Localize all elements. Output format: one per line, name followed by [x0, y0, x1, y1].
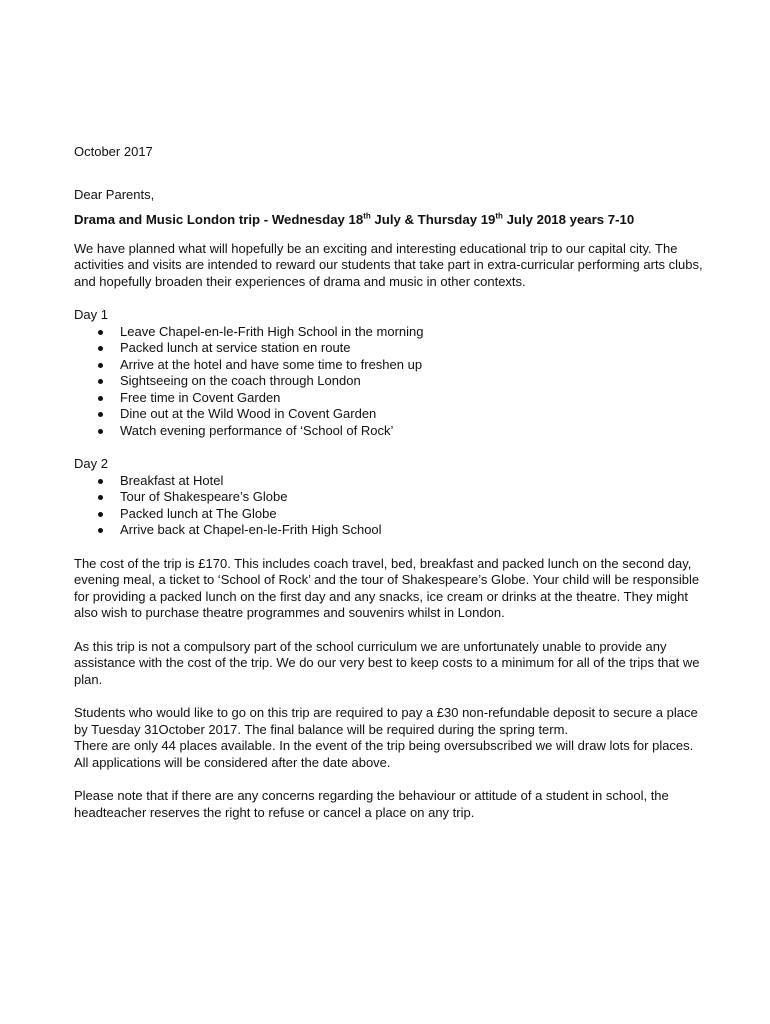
list-item-text: Arrive back at Chapel-en-le-Frith High School	[120, 522, 382, 537]
trip-heading	[74, 212, 704, 229]
bullet-icon	[98, 479, 103, 484]
letter-date: October 2017	[74, 144, 153, 159]
bullet-icon	[98, 363, 103, 368]
list-item	[74, 489, 704, 506]
list-item	[74, 506, 704, 523]
list-item	[74, 324, 704, 341]
day-2-list	[74, 473, 704, 539]
list-item	[74, 473, 704, 490]
intro-paragraph: We have planned what will hopefully be an exciting and interesting educational trip to our capital city. The activities and visits are intended to reward our students that take part in extra-curricular performing arts clubs, and hopefully broaden their experiences of drama and music in other contexts.	[74, 240, 703, 289]
bullet-icon	[98, 512, 103, 517]
letter-body	[74, 144, 704, 821]
bullet-icon	[98, 396, 103, 401]
day-1-title: Day 1	[74, 307, 108, 322]
list-item-text: Breakfast at Hotel	[120, 472, 224, 488]
bullet-icon	[98, 429, 103, 434]
bullet-icon	[98, 495, 103, 500]
heading-part-2: July & Thursday 19	[370, 212, 496, 227]
bullet-icon	[98, 346, 103, 351]
bullet-icon	[98, 330, 103, 335]
list-item-text: Sightseeing on the coach through London	[120, 373, 361, 388]
list-item-text: Watch evening performance of ‘School of Rock’	[120, 422, 394, 438]
bullet-icon	[98, 379, 103, 384]
heading-part-3: July 2018 years 7-10	[502, 212, 635, 227]
bullet-icon	[98, 528, 103, 533]
behaviour-paragraph: Please note that if there are any concerns regarding the behaviour or attitude of a student in school, the headteacher reserves the right to refuse or cancel a place on any trip.	[74, 788, 669, 820]
cost-paragraph: The cost of the trip is £170. This includes coach travel, bed, breakfast and packed lunch on the second day, evening meal, a ticket to ‘School of Rock’ and the tour of Shakespeare’s Globe. Your child will be responsible for providing a packed lunch on the first day and any snacks, ice cream or drinks at the theatre. They might also wish to purchase theatre programmes and souvenirs whilst in London.	[74, 555, 700, 620]
bullet-icon	[98, 412, 103, 417]
deposit-paragraph: Students who would like to go on this trip are required to pay a £30 non-refundable deposit to secure a place by Tuesday 31October 2017. The final balance will be required during the spring term.	[74, 705, 698, 737]
list-item-text: Packed lunch at The Globe	[120, 505, 277, 521]
assistance-paragraph: As this trip is not a compulsory part of the school curriculum we are unfortunately unable to provide any assistance with the cost of the trip. We do our very best to keep costs to a minimum for all of the trips that we plan.	[74, 638, 700, 687]
list-item	[74, 390, 704, 407]
list-item-text: Leave Chapel-en-le-Frith High School in the morning	[120, 323, 424, 339]
heading-part-1: Drama and Music London trip - Wednesday 18	[74, 212, 364, 227]
list-item-text: Arrive at the hotel and have some time to freshen up	[120, 356, 423, 372]
salutation: Dear Parents,	[74, 186, 155, 202]
list-item	[74, 522, 704, 539]
list-item-text: Dine out at the Wild Wood in Covent Garden	[120, 406, 377, 421]
list-item	[74, 406, 704, 423]
heading-sup-1: th	[363, 211, 371, 221]
list-item-text: Packed lunch at service station en route	[120, 340, 351, 355]
places-paragraph: There are only 44 places available. In the event of the trip being oversubscribed we will draw lots for places. All applications will be considered after the date above.	[74, 738, 694, 770]
heading-sup-2: th	[495, 211, 503, 221]
list-item	[74, 357, 704, 374]
day-1-list	[74, 324, 704, 440]
list-item	[74, 340, 704, 357]
list-item-text: Free time in Covent Garden	[120, 389, 281, 405]
list-item	[74, 423, 704, 440]
list-item	[74, 373, 704, 390]
list-item-text: Tour of Shakespeare’s Globe	[120, 489, 288, 504]
day-2-title: Day 2	[74, 456, 108, 471]
